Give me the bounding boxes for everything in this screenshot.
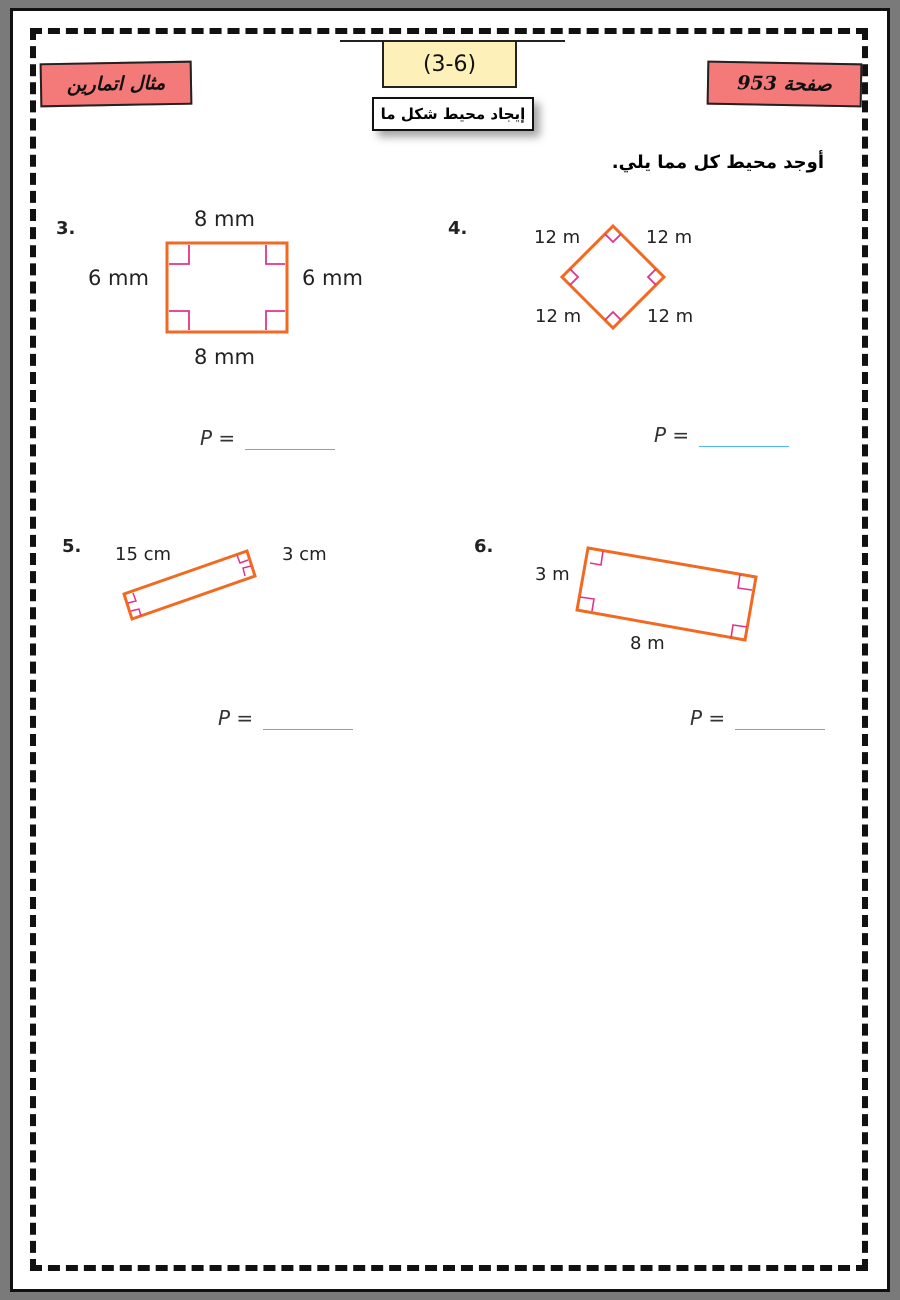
answer-prefix: P =	[654, 423, 690, 447]
label-top: 8 mm	[194, 207, 255, 231]
lesson-title: إيجاد محيط شكل ما	[372, 97, 534, 131]
ribbon-left: مثال اتمارين	[40, 61, 193, 108]
label-length: 8 m	[630, 633, 665, 654]
answer-6[interactable]	[690, 706, 825, 730]
ribbon-right: صفحة 953	[707, 61, 863, 108]
label-top-right: 12 m	[646, 227, 693, 248]
label-top-left: 12 m	[534, 227, 581, 248]
answer-prefix: P =	[218, 706, 254, 730]
answer-prefix: P =	[690, 706, 726, 730]
lesson-number: (3-6)	[382, 40, 517, 88]
problem-number-4: 4.	[448, 218, 468, 239]
problem-number-3: 3.	[56, 218, 76, 239]
instruction: أوجد محيط كل مما يلي.	[611, 152, 824, 173]
label-bottom-left: 12 m	[535, 306, 582, 327]
problem-number-5: 5.	[62, 536, 82, 557]
label-bottom: 8 mm	[194, 345, 255, 369]
label-width: 3 m	[535, 564, 570, 585]
label-right: 6 mm	[302, 266, 363, 290]
label-left: 6 mm	[88, 266, 149, 290]
label-length: 15 cm	[115, 544, 172, 565]
label-bottom-right: 12 m	[647, 306, 694, 327]
answer-blank[interactable]	[735, 711, 825, 730]
label-width: 3 cm	[282, 544, 327, 565]
problem-number-6: 6.	[474, 536, 494, 557]
answer-prefix: P =	[200, 426, 236, 450]
